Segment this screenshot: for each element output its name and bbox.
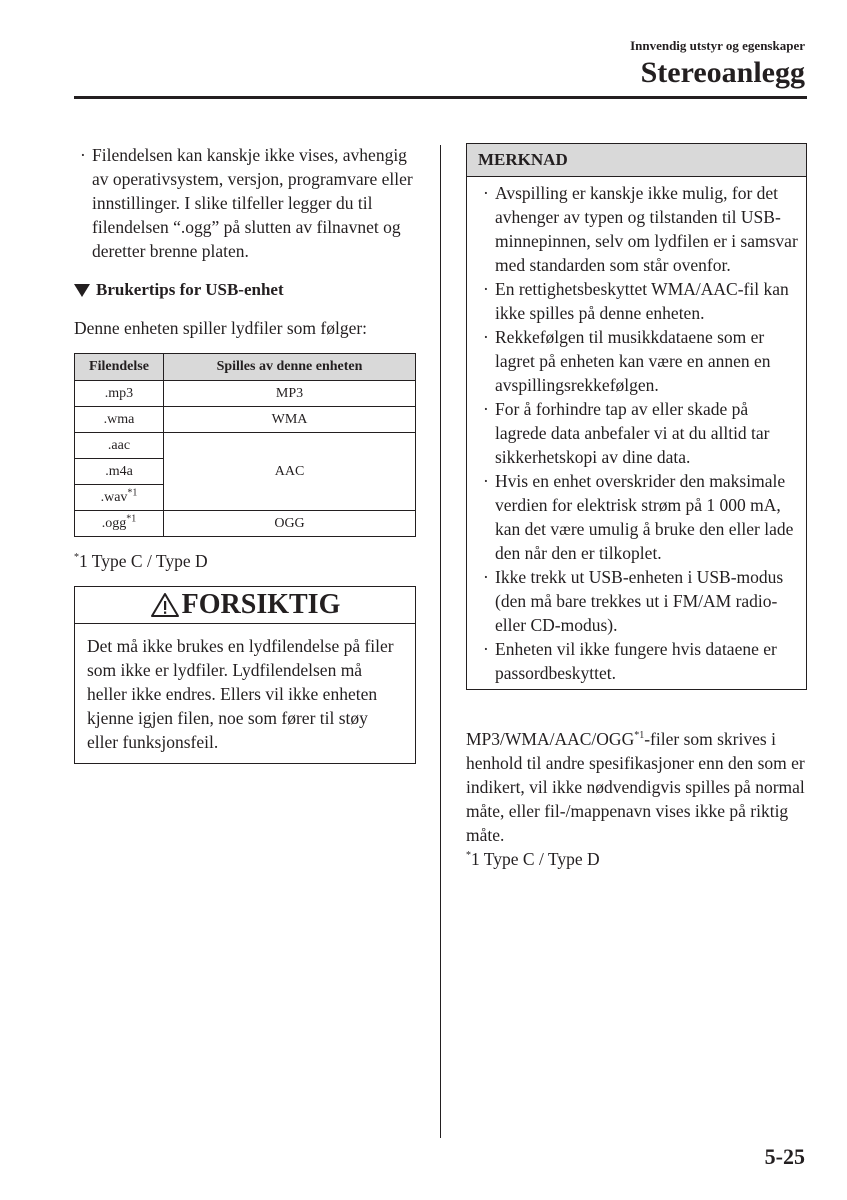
list-item: · Avspilling er kanskje ikke mulig, for det avhenger av typen og tilstanden til USB-minnepinnen, selv om lydfilen er i samsvar med standarden som står ovenfor. [483, 183, 798, 275]
intro-paragraph: Denne enheten spiller lydfiler som følger: [74, 318, 368, 338]
table-cell: OGG [164, 511, 416, 537]
warning-icon [150, 592, 180, 618]
bullet-text: Filendelsen kan kanskje ikke vises, avhengig av operativsystem, versjon, programvare eller innstillinger. I slike tilfeller legger du til filendelsen “.ogg” på slutten av filnavnet og deretter brenne platen. [92, 145, 413, 261]
para-text: -filer som skrives i henhold til andre spesifikasjoner enn den som er indikert, vil ikke nødvendigvis spilles på normal måte, eller fil-/mappenavn vises ikke på riktig måte. [466, 729, 805, 845]
table-row [75, 511, 416, 537]
column-header: Filendelse [75, 354, 164, 381]
table-cell [75, 485, 164, 511]
column-divider [440, 145, 441, 1138]
list-item: · Ikke trekk ut USB-enheten i USB-modus (den må bare trekkes ut i FM/AM radio- eller CD-modus). [483, 567, 784, 635]
header-divider [74, 96, 807, 99]
heading-text: Brukertips for USB-enhet [96, 280, 284, 299]
section-label: Innvendig utstyr og egenskaper [630, 38, 805, 53]
note-title: MERKNAD [467, 144, 806, 177]
bullet-text: For å forhindre tap av eller skade på lagrede data anbefaler vi at du alltid tar sikkerhetskopi av dine data. [495, 399, 770, 467]
list-item: · For å forhindre tap av eller skade på lagrede data anbefaler vi at du alltid tar sikkerhetskopi av dine data. [483, 399, 770, 467]
bullet-text: En rettighetsbeskyttet WMA/AAC-fil kan ikke spilles på denne enheten. [495, 279, 789, 323]
table-cell: .mp3 [75, 381, 164, 407]
footnote-mark: * [466, 850, 471, 862]
list-item: · Filendelsen kan kanskje ikke vises, avhengig av operativsystem, versjon, programvare eller innstillinger. I slike tilfeller legger du til filendelsen “.ogg” på slutten av filnavnet og deretter brenne platen. [80, 145, 413, 261]
footnote-ref: *1 [126, 512, 137, 524]
list-item: · Enheten vil ikke fungere hvis dataene er passordbeskyttet. [483, 639, 777, 683]
file-format-table [74, 353, 416, 537]
note-box [466, 143, 807, 690]
footnote-ref: *1 [634, 730, 645, 742]
para-text: MP3/WMA/AAC/OGG [466, 729, 635, 749]
table-cell: .m4a [75, 459, 164, 485]
table-cell: .aac [75, 433, 164, 459]
list-item: · En rettighetsbeskyttet WMA/AAC-fil kan ikke spilles på denne enheten. [483, 279, 789, 323]
left-column [74, 143, 416, 764]
table-row [75, 433, 416, 459]
footnote [466, 847, 807, 871]
footnote [74, 549, 416, 573]
list-item: · Rekkefølgen til musikkdataene som er lagret på enheten kan være en annen en avspillingsrekkefølgen. [483, 327, 771, 395]
footnote-ref: *1 [127, 486, 138, 498]
footnote-text: 1 Type C / Type D [471, 849, 600, 869]
table-cell [75, 511, 164, 537]
table-cell: WMA [164, 407, 416, 433]
column-header: Spilles av denne enheten [164, 354, 416, 381]
bullet-text: Enheten vil ikke fungere hvis dataene er passordbeskyttet. [495, 639, 777, 683]
table-cell: AAC [164, 433, 416, 511]
compatibility-paragraph [466, 727, 807, 847]
bullet-text: Rekkefølgen til musikkdataene som er lagret på enheten kan være en annen en avspillingsrekkefølgen. [495, 327, 771, 395]
bullet-text: Hvis en enhet overskrider den maksimale verdien for elektrisk strøm på 1 000 mA, kan det være umulig å bruke den eller lade den når den er tilkoplet. [495, 471, 794, 563]
cell-text: .wav [100, 489, 128, 505]
caution-body: Det må ikke brukes en lydfilendelse på filer som ikke er lydfiler. Lydfilendelsen må heller ikke endres. Ellers vil ikke enheten kjenne igjen filen, noe som fører til støy eller funksjonsfeil. [87, 636, 394, 752]
footnote-text: 1 Type C / Type D [79, 551, 208, 571]
caution-title [75, 587, 415, 624]
note-body [467, 177, 806, 689]
right-column [466, 143, 807, 871]
caution-title-text: FORSIKTIG [181, 589, 341, 620]
table-cell: MP3 [164, 381, 416, 407]
table-row [75, 407, 416, 433]
page-title: Stereoanlegg [640, 56, 805, 89]
table-row [75, 381, 416, 407]
triangle-down-icon [74, 284, 90, 297]
bullet-text: Avspilling er kanskje ikke mulig, for det avhenger av typen og tilstanden til USB-minnepinnen, selv om lydfilen er i samsvar med standarden som står ovenfor. [495, 183, 798, 275]
page-number: 5-25 [764, 1144, 805, 1169]
table-cell: .wma [75, 407, 164, 433]
section-heading [74, 278, 416, 302]
list-item: · Hvis en enhet overskrider den maksimale verdien for elektrisk strøm på 1 000 mA, kan det være umulig å bruke den eller lade den når den er tilkoplet. [483, 471, 794, 563]
footnote-mark: * [74, 552, 79, 564]
table-header-row [75, 354, 416, 381]
cell-text: .ogg [101, 515, 127, 531]
caution-box [74, 586, 416, 764]
bullet-text: Ikke trekk ut USB-enheten i USB-modus (den må bare trekkes ut i FM/AM radio- eller CD-modus). [495, 567, 784, 635]
